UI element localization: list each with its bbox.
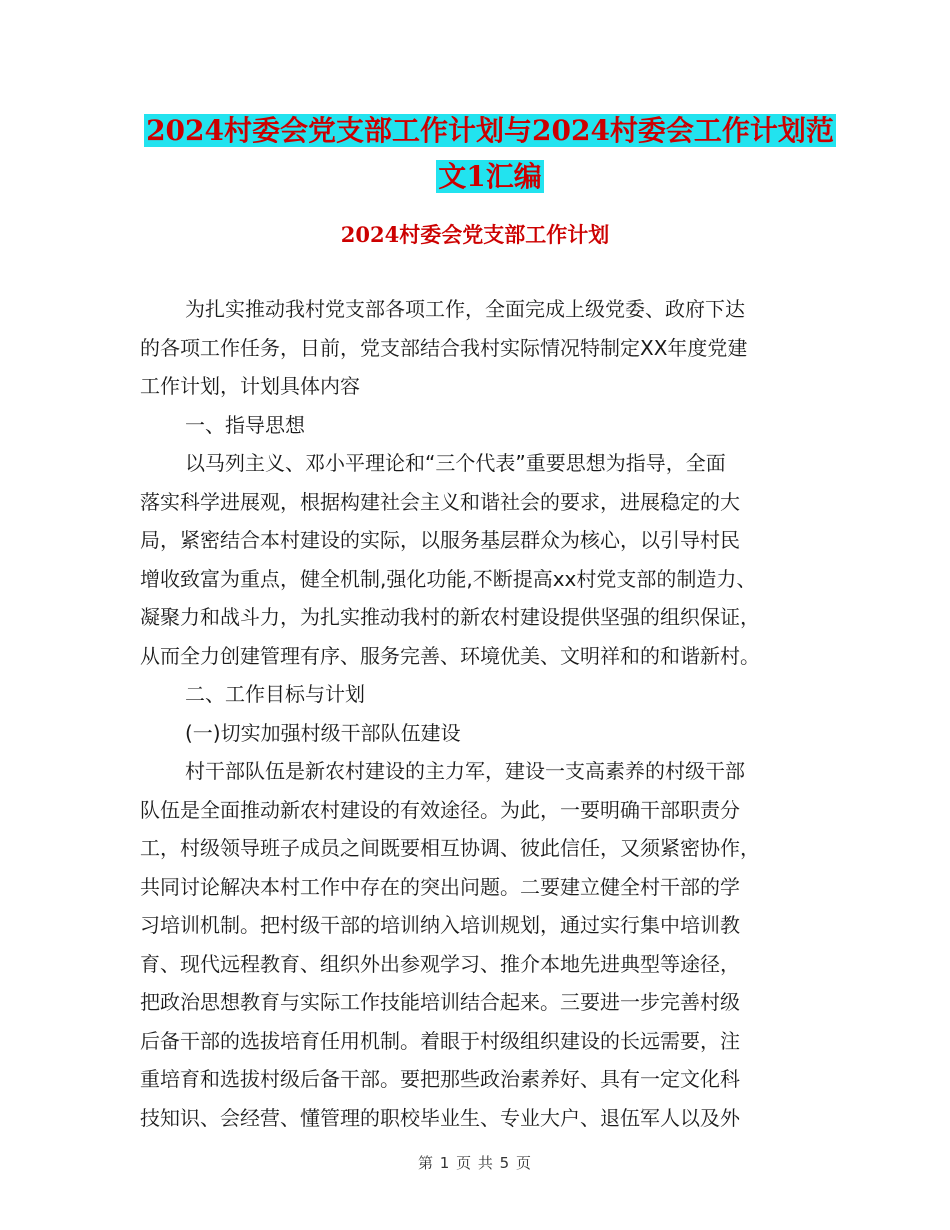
document-title-line-2 — [140, 154, 840, 200]
page-footer: 第 1 页 共 5 页 — [418, 1154, 532, 1172]
paragraph-line: 工，村级领导班子成员之间既要相互协调、彼此信任，又须紧密协作， — [140, 836, 760, 860]
paragraph-line: 队伍是全面推动新农村建设的有效途径。为此，一要明确干部职责分 — [140, 797, 740, 822]
paragraph-line: 重培育和选拔村级后备干部。要把那些政治素养好、具有一定文化科 — [140, 1067, 740, 1091]
title-highlight-1: 2024村委会党支部工作计划与2024村委会工作计划范 — [146, 114, 834, 147]
section-heading-goals: 二、工作目标与计划 — [185, 682, 365, 706]
paragraph-line: 从而全力创建管理有序、服务完善、环境优美、文明祥和的和谐新村。 — [140, 643, 760, 668]
paragraph-line: 工作计划，计划具体内容 — [140, 374, 360, 398]
paragraph-line: 育、现代远程教育、组织外出参观学习、推介本地先进典型等途径， — [140, 951, 740, 976]
subsection-heading: (一)切实加强村级干部队伍建设 — [185, 720, 461, 745]
paragraph-line: 习培训机制。把村级干部的培训纳入培训规划，通过实行集中培训教 — [140, 913, 740, 937]
document-title-line-1 — [140, 108, 840, 154]
paragraph-line: 增收致富为重点，健全机制,强化功能,不断提高xx村党支部的制造力、 — [140, 566, 757, 591]
title-highlight-2: 文1汇编 — [438, 160, 542, 193]
paragraph-line: 凝聚力和战斗力，为扎实推动我村的新农村建设提供坚强的组织保证， — [140, 605, 760, 629]
paragraph-line: 共同讨论解决本村工作中存在的突出问题。二要建立健全村干部的学 — [140, 874, 740, 899]
paragraph-line: 技知识、会经营、懂管理的职校毕业生、专业大户、退伍军人以及外 — [140, 1105, 740, 1130]
paragraph-line: 以马列主义、邓小平理论和“三个代表”重要思想为指导，全面 — [185, 451, 726, 475]
paragraph-line: 把政治思想教育与实际工作技能培训结合起来。三要进一步完善村级 — [140, 990, 740, 1014]
paragraph-line: 落实科学进展观，根据构建社会主义和谐社会的要求，进展稳定的大 — [140, 489, 740, 514]
paragraph-line: 的各项工作任务，日前，党支部结合我村实际情况特制定XX年度党建 — [140, 335, 748, 360]
paragraph-line: 后备干部的选拔培育任用机制。着眼于村级组织建设的长远需要，注 — [140, 1028, 740, 1053]
paragraph-line: 局，紧密结合本村建设的实际，以服务基层群众为核心，以引导村民 — [140, 528, 740, 552]
paragraph-line: 为扎实推动我村党支部各项工作，全面完成上级党委、政府下达 — [185, 297, 745, 321]
section-heading: 2024村委会党支部工作计划 — [340, 222, 610, 247]
body-text — [140, 290, 820, 1137]
paragraph-line: 村干部队伍是新农村建设的主力军，建设一支高素养的村级干部 — [185, 759, 745, 783]
section-heading-guiding-thought: 一、指导思想 — [185, 412, 305, 437]
